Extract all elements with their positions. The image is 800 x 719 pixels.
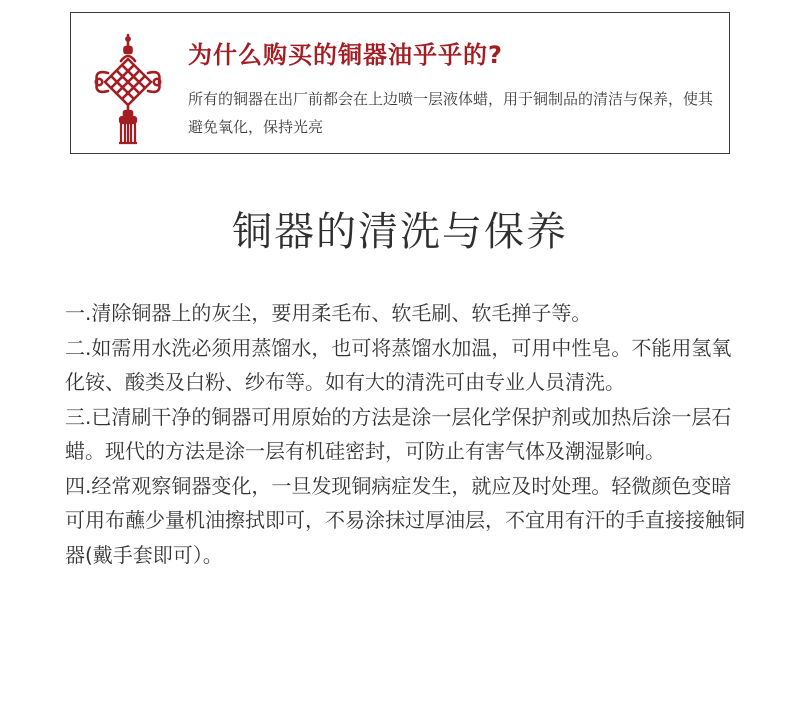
instruction-paragraph-4: 四.经常观察铜器变化，一旦发现铜病症发生，就应及时处理。轻微颜色变暗可用布蘸少量机油擦拭即可，不易涂抹过厚油层，不宜用有汗的手直接接触铜器(戴手套即可）。 [65, 473, 745, 567]
care-instructions [65, 296, 745, 572]
instruction-paragraph-2: 二.如需用水洗必须用蒸馏水，也可将蒸馏水加温，可用中性皂。不能用氢氧化铵、酸类及白粉、纱布等。如有大的清洗可由专业人员清洗。 [65, 335, 732, 394]
notice-text: 所有的铜器在出厂前都会在上边喷一层液体蜡，用于铜制品的清洁与保养，使其避免氧化，保持光亮 [188, 90, 714, 136]
instruction-paragraph-1: 一.清除铜器上的灰尘，要用柔毛布、软毛刷、软毛掸子等。 [65, 301, 592, 325]
notice-title: 为什么购买的铜器油乎乎的? [188, 41, 503, 69]
instruction-paragraph-3: 三.已清刷干净的铜器可用原始的方法是涂一层化学保护剂或加热后涂一层石蜡。现代的方法是涂一层有机硅密封，可防止有害气体及潮湿影响。 [65, 404, 732, 463]
chinese-knot-icon [91, 33, 165, 145]
page-title: 铜器的清洗与保养 [232, 209, 568, 255]
notice-box [70, 12, 730, 154]
